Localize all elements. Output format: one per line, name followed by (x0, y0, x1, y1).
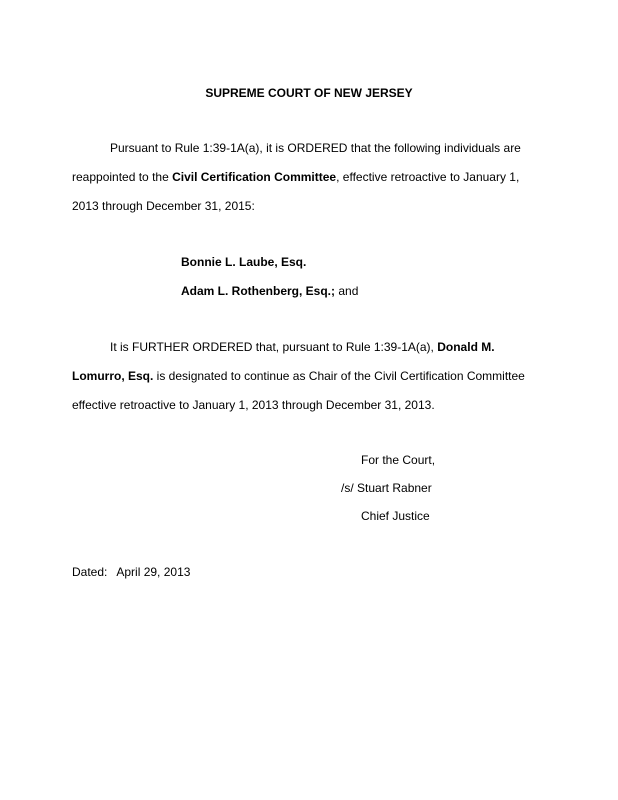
paragraph2-line2 (72, 369, 525, 383)
paragraph2-line2-post: is designated to continue as Chair of the Civil Certification Committee (153, 369, 525, 383)
chair-name-part1: Donald M. (437, 340, 495, 354)
appointee-1-name: Bonnie L. Laube, Esq. (181, 255, 307, 269)
signer-name: /s/ Stuart Rabner (341, 481, 432, 495)
for-the-court: For the Court, (361, 453, 436, 467)
appointee-2 (181, 284, 358, 298)
appointee-1 (181, 255, 306, 269)
dated-label: Dated: (72, 565, 108, 579)
paragraph1-line2-post: , effective retroactive to January 1, (336, 170, 520, 184)
document-title: SUPREME COURT OF NEW JERSEY (205, 86, 413, 100)
committee-name: Civil Certification Committee (172, 170, 337, 184)
appointee-2-suffix: and (335, 284, 359, 298)
paragraph1-line2-pre: reappointed to the (72, 170, 173, 184)
paragraph1-line2 (72, 170, 519, 184)
chair-name-part2: Lomurro, Esq. (72, 369, 154, 383)
paragraph1-line3: 2013 through December 31, 2015: (72, 199, 255, 213)
paragraph1-line1: Pursuant to Rule 1:39-1A(a), it is ORDERED that the following individuals are (110, 141, 521, 155)
signer-title: Chief Justice (361, 509, 430, 523)
paragraph2-line1-pre: It is FURTHER ORDERED that, pursuant to Rule 1:39-1A(a), (110, 340, 438, 354)
paragraph2-line1 (110, 340, 495, 354)
dated-value: April 29, 2013 (116, 565, 191, 579)
dated-line (72, 565, 190, 579)
appointee-2-name: Adam L. Rothenberg, Esq.; (181, 284, 336, 298)
paragraph2-line3: effective retroactive to January 1, 2013 through December 31, 2013. (72, 398, 435, 412)
